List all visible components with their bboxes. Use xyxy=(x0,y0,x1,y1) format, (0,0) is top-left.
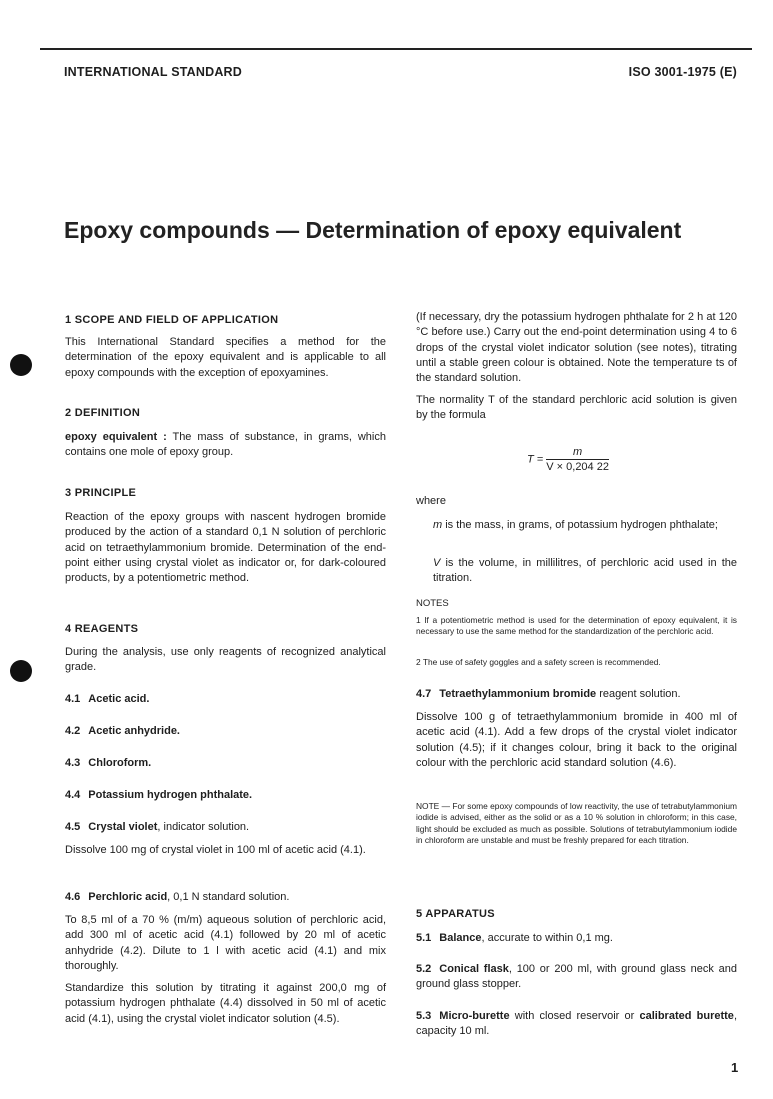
paragraph: Dissolve 100 mg of crystal violet in 100 ml of acetic acid (4.1). xyxy=(65,844,366,856)
where-label: where xyxy=(416,495,446,507)
apparatus-5-2 xyxy=(416,962,737,993)
symbol: V xyxy=(433,557,441,569)
note: NOTE — For some epoxy compounds of low reactivity, the use of tetrabutylammonium iodide is advised, either as the solid or as a 10 % solution in chloroform; in this case, light should be excluded as much as possible. Solutions of tetrabutylammonium iodide in chloroform are unstable and must be freshly prepared for each titration. xyxy=(416,801,737,845)
punch-hole-icon xyxy=(10,354,32,376)
paragraph: The normality T of the standard perchloric acid solution is given by the formula xyxy=(416,394,737,422)
clause-number: 4.5 xyxy=(65,821,81,833)
symbol-definition: is the mass, in grams, of potassium hydrogen phthalate; xyxy=(442,519,718,531)
paragraph: During the analysis, use only reagents of recognized analytical grade. xyxy=(65,646,386,674)
section-heading: 1 SCOPE AND FIELD OF APPLICATION xyxy=(65,314,279,326)
term: Balance xyxy=(439,932,482,944)
section-heading: 3 PRINCIPLE xyxy=(65,487,137,499)
term: Crystal violet xyxy=(88,821,158,833)
document-title: Epoxy compounds — Determination of epoxy equivalent xyxy=(64,217,682,243)
clause-text: , accurate to within 0,1 mg. xyxy=(481,932,613,944)
fraction xyxy=(546,446,609,473)
term: calibrated burette xyxy=(639,1010,734,1022)
clause-text: reagent solution. xyxy=(596,688,681,700)
clause-number: 4.7 xyxy=(416,688,432,700)
clause-number: 4.4 xyxy=(65,789,81,801)
paragraph: (If necessary, dry the potassium hydrogen phthalate for 2 h at 120 °C before use.) Carry out the end-point determination using 4 to 6 drops of the crystal violet indicator solution (see notes), titrating until a stable green colour is obtained. Note the temperature ts of the standard solution. xyxy=(416,311,737,385)
formula xyxy=(527,446,609,473)
term: Tetraethylammonium bromide xyxy=(439,688,597,700)
term: Potassium hydrogen phthalate. xyxy=(88,789,253,801)
clause-number: 5.2 xyxy=(416,963,432,975)
paragraph: This International Standard specifies a method for the determination of the epoxy equivalent and is applicable to all epoxy compounds with the exception of epoxyamines. xyxy=(65,336,386,379)
reagent-4-6 xyxy=(65,890,386,905)
term: Micro-burette xyxy=(439,1010,510,1022)
section-heading: 4 REAGENTS xyxy=(65,623,139,635)
clause-number: 4.3 xyxy=(65,757,81,769)
term: Perchloric acid xyxy=(88,891,168,903)
reagent-4-5 xyxy=(65,820,386,835)
reagent-4-4 xyxy=(65,788,386,803)
paragraph: To 8,5 ml of a 70 % (m/m) aqueous solution of perchloric acid, add 300 ml of acetic acid (4.1) followed by 20 ml of acetic anhydride (4.2). Dilute to 1 l with acetic acid (4.1) and mix thoroughly. xyxy=(65,914,386,972)
paragraph: Reaction of the epoxy groups with nascent hydrogen bromide produced by the action of a standard 0,1 N solution of perchloric acid on tetraethylammonium bromide. Determination of the end-point either using crystal violet as indicator or, for dark-coloured products, by a potentiometric method. xyxy=(65,511,386,585)
clause-text: , 100 or 200 ml, with ground glass neck and ground glass stopper. xyxy=(416,963,738,991)
clause-number: 4.6 xyxy=(65,891,81,903)
term: Acetic anhydride. xyxy=(88,725,180,737)
reagent-4-2 xyxy=(65,724,386,739)
symbol: m xyxy=(433,519,443,531)
reagent-4-7 xyxy=(416,687,737,702)
clause-number: 5.1 xyxy=(416,932,432,944)
header-rule xyxy=(40,48,752,50)
formula-lhs: T = xyxy=(527,453,544,466)
punch-hole-icon xyxy=(10,660,32,682)
term: epoxy equivalent : xyxy=(65,431,167,443)
apparatus-5-1 xyxy=(416,931,737,946)
notes-heading: NOTES xyxy=(416,598,449,609)
symbol-definition: is the volume, in millilitres, of perchloric acid used in the titration. xyxy=(433,557,737,585)
header-right: ISO 3001-1975 (E) xyxy=(628,65,737,79)
clause-text: , 0,1 N standard solution. xyxy=(167,891,290,903)
clause-number: 4.1 xyxy=(65,693,81,705)
header-left: INTERNATIONAL STANDARD xyxy=(64,65,243,79)
section-heading: 5 APPARATUS xyxy=(416,908,495,920)
reagent-4-3 xyxy=(65,756,386,771)
reagent-4-1 xyxy=(65,692,386,707)
clause-number: 4.2 xyxy=(65,725,81,737)
clause-number: 5.3 xyxy=(416,1010,432,1022)
note: 1 If a potentiometric method is used for the determination of epoxy equivalent, it is necessary to use the same method for the standardization of the perchloric acid. xyxy=(416,615,737,637)
definition-text: The mass of substance, in grams, which contains one mole of epoxy group. xyxy=(65,431,386,459)
definition xyxy=(65,430,386,461)
clause-text: , capacity 10 ml. xyxy=(416,1010,737,1038)
numerator: m xyxy=(546,446,609,460)
paragraph: Dissolve 100 g of tetraethylammonium bromide in 400 ml of acetic acid (4.1). Add a few drops of the crystal violet indicator solution (4.5); if it changes colour, bring it back to the original colour with the perchloric acid standard solution (4.6). xyxy=(416,711,737,769)
term: Chloroform. xyxy=(88,757,152,769)
section-heading: 2 DEFINITION xyxy=(65,407,141,419)
denominator: V × 0,204 22 xyxy=(546,461,609,473)
variable-definition xyxy=(433,556,737,587)
note: 2 The use of safety goggles and a safety screen is recommended. xyxy=(416,657,661,667)
term: Acetic acid. xyxy=(88,693,150,705)
paragraph: Standardize this solution by titrating it against 200,0 mg of potassium hydrogen phthalate (4.4) dissolved in 50 ml of acetic acid (4.1), using the crystal violet indicator solution (4.5). xyxy=(65,982,386,1025)
variable-definition xyxy=(433,518,737,533)
page-number: 1 xyxy=(731,1060,739,1075)
term: Conical flask xyxy=(439,963,509,975)
clause-text: with closed reservoir or xyxy=(509,1010,640,1022)
apparatus-5-3 xyxy=(416,1009,737,1040)
clause-text: , indicator solution. xyxy=(157,821,250,833)
